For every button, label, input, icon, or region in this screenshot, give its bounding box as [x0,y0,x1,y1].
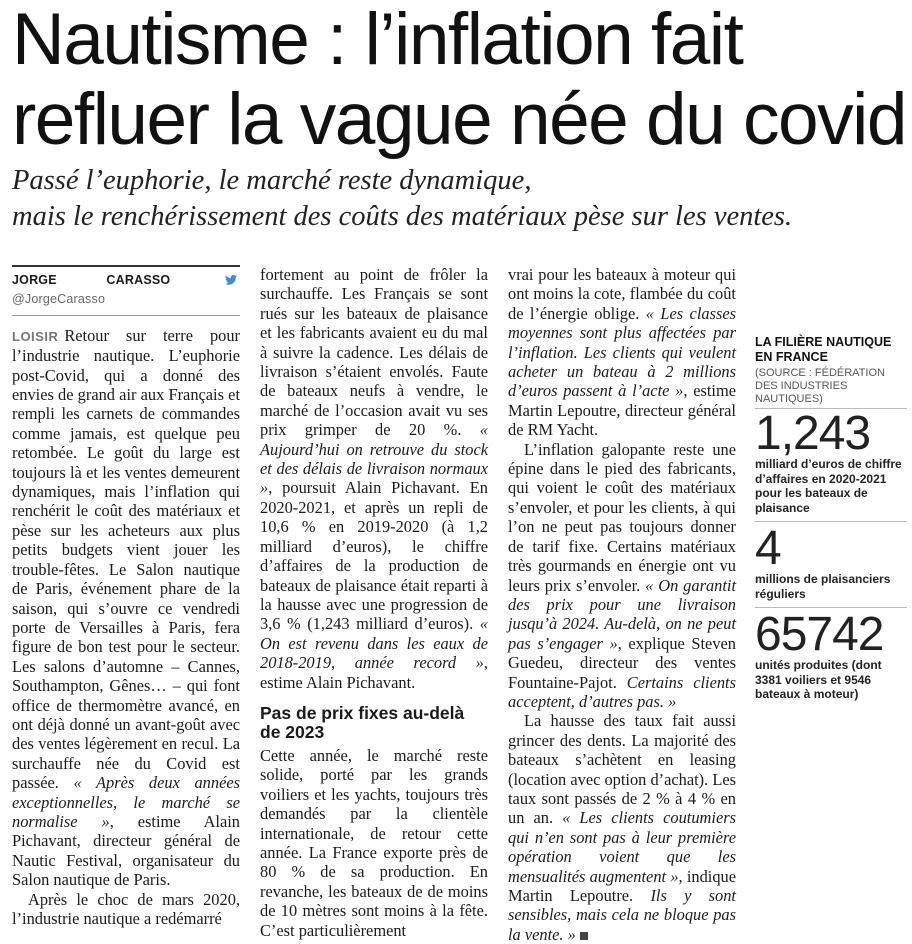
twitter-bird-icon [225,275,237,285]
stat-block [755,407,907,522]
deck-line-1: Passé l’euphorie, le marché reste dynamique, [12,165,532,196]
paragraph-5: La hausse des taux fait aussi grincer des dents. La majorité des bateaux s’achètent en leasing (location avec option d’achat). Les taux sont passés de 2 % à 4 % en un an. « Les clients coutumiers qui n’en sont pas à leur première opération voient que les mensualités augmentent », indique Martin Lepoutre. Ils y sont sensibles, mais cela ne bloque pas la vente. » [508,711,737,944]
stat-block [755,522,907,608]
stat-caption: unités produites (dont 3381 voiliers et 9546 bateaux à moteur) [755,658,882,701]
sidebar-title: LA FILIÈRE NAUTIQUE EN FRANCE [755,335,892,364]
headline-line-2: refluer la vague née du covid [12,79,906,160]
sidebar-factbox [755,335,907,712]
end-mark-icon [580,932,588,940]
author-name: JORGE CARASSO [12,273,171,287]
paragraph-4: L’inflation galopante reste une épine dans le pied des fabricants, qui voient le coût des matériaux s’envoler, et pour les clients, à qui l’on ne peut pas toujours donner de tarif fixe. Certains matériaux très gourmands en énergie ont vu leurs prix s’envoler. « On garantit des prix pour une livraison jusqu’à 2024. Au-delà, on ne peut pas s’engager », explique Steven Guedeu, directeur des ventes Fountaine-Pajot. Certains clients acceptent, d’autres pas. » [508,439,737,711]
stat-block [755,608,907,708]
deck [12,163,907,235]
paragraph-1: LOISIR Retour sur terre pour l’industrie nautique. L’euphorie post-Covid, qui a donné des envies de grand air aux Français et rempli les carnets de commandes comme jamais, est quelque peu retombée. Le goût du large est toujours là et les ventes demeurent dynamiques, mais l’inflation qui renchérit le coût des matériaux et pèse sur les acheteurs aux plus petits budgets vient jouer les trouble-fêtes. Le Salon nautique de Paris, événement phare de la saison, qui s’ouvre ce vendredi porte de Versailles à Paris, fera figure de bon test pour le secteur. Les salons d’automne – Cannes, Southampton, Gênes… – qui font office de thermomètre avancé, en ont déjà donné un avant-goût avec des ventes légèrement en recul. La surchauffe née du Covid est passée. « Après deux années exceptionnelles, le marché se normalise », estime Alain Pichavant, directeur général de Nautic Festival, organisateur du Salon nautique de Paris. [12,325,241,890]
stat-caption: millions de plaisanciers réguliers [755,572,907,608]
article-column-2 [260,265,488,940]
stat-value: 1,243 [755,407,871,460]
article-column-3 [508,265,736,944]
article-column-1 [12,265,240,928]
subheading: Pas de prix fixes au-delà de 2023 [260,702,465,742]
deck-line-2: mais le renchérissement des coûts des matériaux pèse sur les ventes. [12,201,793,232]
stat-value: 4 [755,522,781,575]
headline [12,0,907,160]
byline [12,265,240,316]
paragraph-2: fortement au point de frôler la surchauffe. Les Français se sont rués sur les bateaux de plaisance et les fabricants avaient eu du mal à suivre la cadence. Les délais de livraison s’étaient envolés. Faute de bateaux neufs à vendre, le marché de l’occasion avait vu ses prix grimper de 20 %. « Aujourd’hui on retrouve du stock et des délais de livraison normaux », poursuit Alain Pichavant. En 2020-2021, et après un repli de 10,6 % en 2019-2020 (à 1,2 milliard d’euros), le chiffre d’affaires de la production de bateaux de plaisance était reparti à la hausse avec une progression de 3,6 % (1,243 milliard d’euros). « On est revenu dans les eaux de 2018-2019, année record », estime Alain Pichavant. [260,265,488,692]
kicker-label: LOISIR [12,328,59,344]
stat-value: 65742 [755,608,884,661]
paragraph-3-cont: vrai pour les bateaux à moteur qui ont moins la cote, flambée du coût de l’énergie oblige. « Les classes moyennes sont plus affectées par l’inflation. Les clients qui veulent acheter un bateau à 2 millions d’euros passent à l’acte », estime Martin Lepoutre, directeur général de RM Yacht. [508,265,736,440]
twitter-handle: @JorgeCarasso [12,292,106,307]
paragraph-3: Cette année, le marché reste solide, porté par les grands voiliers et les yachts, toujours très demandés par la clientèle internationale, de retour cette année. La France exporte près de 80 % de sa production. En revanche, les bateaux de de moins de 10 mètres sont moins à la fête. C’est particulièrement [260,745,488,940]
stat-caption: milliard d’euros de chiffre d’affaires en 2020-2021 pour les bateaux de plaisance [755,457,907,522]
sidebar-source: (SOURCE : FÉDÉRATION DES INDUSTRIES NAUTIQUES) [755,367,907,409]
paragraph-2-start: Après le choc de mars 2020, l’industrie nautique a redémarré [12,889,240,928]
headline-line-1: Nautisme : l’inflation fait [12,0,743,80]
